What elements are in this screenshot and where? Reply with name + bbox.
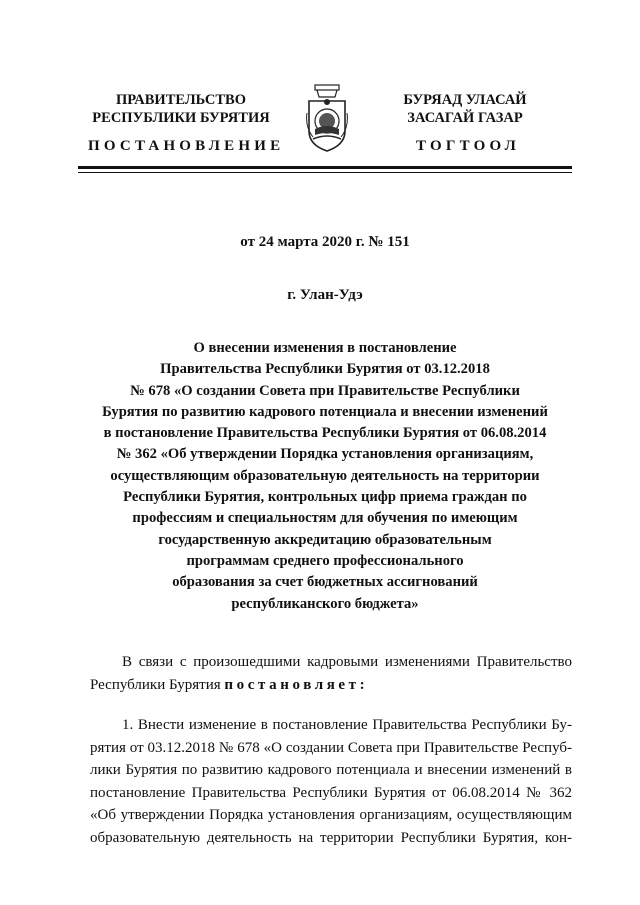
issuer-line: ПРАВИТЕЛЬСТВО [116, 92, 246, 108]
paragraph-line: лики Бурятия по развитию кадрового потенциала и внесении изменений в [90, 762, 572, 778]
issuer-line: РЕСПУБЛИКИ БУРЯТИЯ [92, 110, 270, 126]
header-divider-thick [78, 166, 572, 169]
city: г. Улан-Удэ [287, 287, 363, 303]
title-line: О внесении изменения в постановление [193, 340, 457, 356]
title-line: Бурятия по развитию кадрового потенциала и внесении изменений [102, 403, 548, 420]
paragraph-line: постановление Правительства Республики Бурятия от 06.08.2014 № 362 [90, 784, 572, 801]
title-line: республиканского бюджета» [231, 595, 419, 612]
title-line: программам среднего профессионального [186, 552, 464, 569]
title-line: в постановление Правительства Республики Бурятия от 06.08.2014 [103, 425, 547, 442]
coat-of-arms-emblem [303, 83, 351, 155]
date-and-number: от 24 марта 2020 г. № 151 [240, 234, 410, 250]
issuer-name-russian [88, 91, 274, 127]
title-line: государственную аккредитацию образовательным [158, 531, 492, 548]
paragraph-1 [90, 714, 572, 849]
title-line: образования за счет бюджетных ассигнований [172, 574, 478, 591]
title-line: Правительства Республики Бурятия от 03.12.2018 [160, 361, 490, 378]
preamble-text: Республики Бурятия [90, 676, 225, 693]
header-divider-thin [78, 172, 572, 173]
preamble-line: В связи с произошедшими кадровыми изменениями Правительство [122, 654, 572, 670]
issuer-line: БУРЯАД УЛАСАЙ [403, 92, 527, 108]
title-line: осуществляющим образовательную деятельность на территории [110, 467, 540, 484]
title-line: профессиям и специальностям для обучения по имеющим [132, 510, 518, 527]
paragraph-line: «Об утверждении Порядка установления организациям, осуществляющим [90, 807, 572, 823]
decree-verb: постановляет: [224, 676, 369, 693]
doc-type-russian: ПОСТАНОВЛЕНИЕ [88, 138, 285, 154]
doc-type-buryat: ТОГТООЛ [416, 138, 520, 154]
title-line: № 362 «Об утверждении Порядка установления организациям, [116, 446, 534, 463]
paragraph-line: образовательную деятельность на территории Республики Бурятия, кон- [90, 829, 572, 846]
title-line: Республики Бурятия, контрольных цифр приема граждан по [123, 489, 527, 506]
issuer-name-buryat [386, 91, 544, 127]
title-line: № 678 «О создании Совета при Правительстве Республики [130, 382, 520, 399]
paragraph-line: рятия от 03.12.2018 № 678 «О создании Совета при Правительстве Респуб- [90, 739, 572, 756]
preamble-line [90, 674, 572, 697]
preamble-paragraph [90, 651, 572, 696]
document-title [78, 338, 572, 615]
paragraph-line: 1. Внести изменение в постановление Правительства Республики Бу- [122, 717, 572, 733]
issuer-line: ЗАСАГАЙ ГАЗАР [407, 110, 523, 126]
